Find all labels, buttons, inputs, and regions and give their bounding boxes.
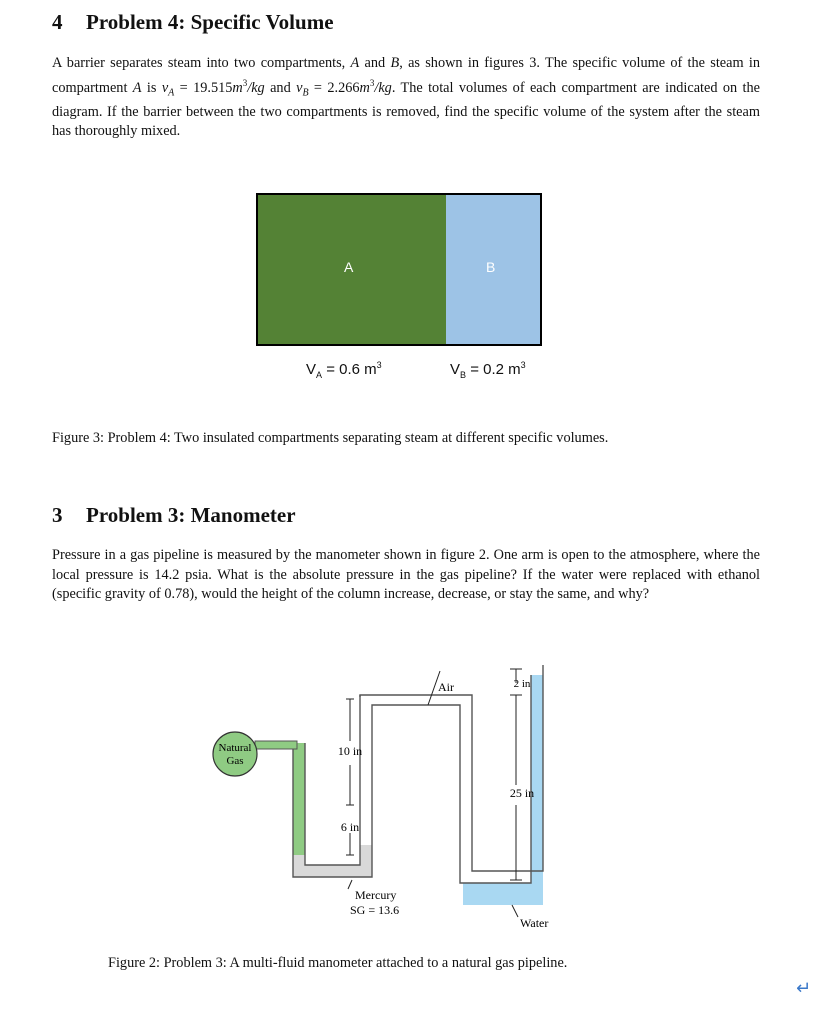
section-3-heading xyxy=(52,503,296,528)
dimension-6in: 6 in xyxy=(340,820,360,834)
mercury-label-line1: Mercury xyxy=(355,888,397,902)
manometer-figure xyxy=(200,655,570,935)
problem-4-paragraph: A barrier separates steam into two compartments, A and B, as shown in figures 3. The specific volume of the steam in compartment A is $v_A = 19.515m^3/kg$ and $v_B = 2.266m^3/kg$. The total volumes of each compartment are indicated on the diagram. If the barrier between the two compartments is removed, find the specific volume of the system after the steam has thoroughly mixed. xyxy=(52,55,761,140)
problem-3-paragraph: Pressure in a gas pipeline is measured by the manometer shown in figure 2. One arm is open to the atmosphere, where the local pressure is 14.2 psia. What is the absolute pressure in the gas pipeline? If the water were replaced with ethanol (specific gravity of 0.78), would the height of the column increase, decrease, or stay the same, and why? xyxy=(52,547,760,603)
tube-outline xyxy=(293,665,543,883)
volume-b-label: $V_B = 0.2$ $m^3$ xyxy=(450,360,526,380)
figure-2-caption: Figure 2: Problem 3: A multi-fluid manometer attached to a natural gas pipeline. xyxy=(108,955,568,971)
section-title: Problem 4: Specific Volume xyxy=(86,10,334,34)
figure-3-caption: Figure 3: Problem 4: Two insulated compartments separating steam at different specific volumes. xyxy=(52,430,609,446)
dimension-10in: 10 in xyxy=(337,744,363,758)
compartment-a-label: A xyxy=(344,259,354,275)
gas-connector xyxy=(255,741,297,749)
natural-gas-label-line1: Natural xyxy=(218,742,252,754)
mercury-label-line2: SG = 13.6 xyxy=(350,903,400,917)
compartment-a xyxy=(256,193,448,346)
gas-column xyxy=(293,743,305,855)
compartment-b xyxy=(446,193,542,346)
natural-gas-tank xyxy=(213,732,257,776)
section-number: 4 xyxy=(52,10,63,34)
compartment-b-label: B xyxy=(486,259,496,275)
dimension-25in: 25 in xyxy=(509,786,535,800)
section-number: 3 xyxy=(52,503,63,527)
section-4-heading xyxy=(52,10,334,35)
return-arrow-icon: ↵ xyxy=(796,978,812,999)
natural-gas-label-line2: Gas xyxy=(226,755,244,767)
water-label: Water xyxy=(520,916,549,930)
air-label: Air xyxy=(438,680,454,694)
volume-a-label: $V_A = 0.6$ $m^3$ xyxy=(306,360,382,380)
section-title: Problem 3: Manometer xyxy=(86,503,296,527)
compartments-figure xyxy=(256,193,544,346)
dimension-2in: 2 in xyxy=(513,678,531,690)
